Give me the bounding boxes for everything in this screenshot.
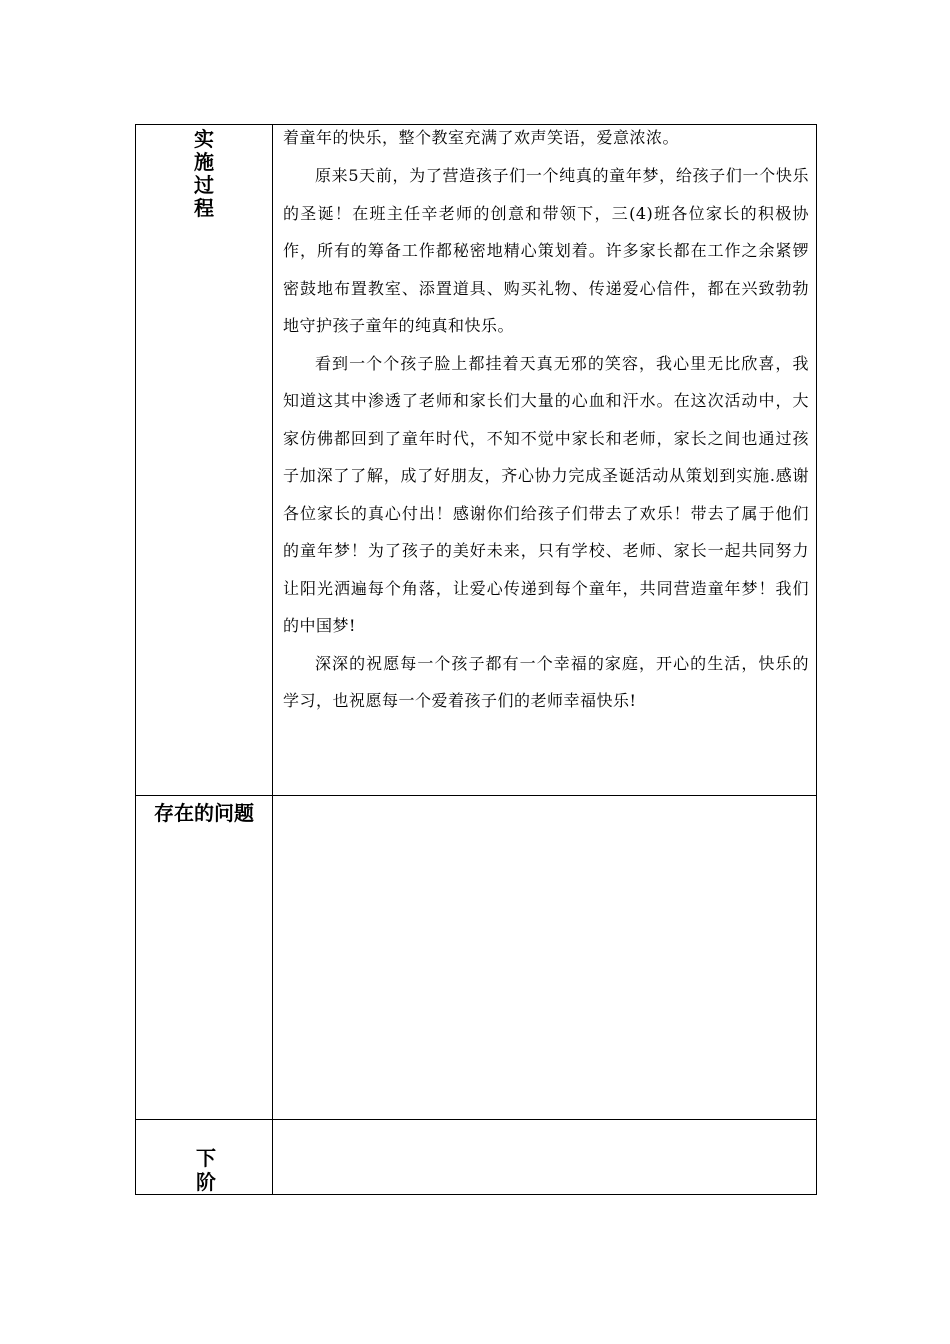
issues-content-cell <box>273 796 817 1120</box>
next-stage-label-cell <box>136 1120 273 1195</box>
report-table <box>135 124 817 1195</box>
process-paragraph: 着童年的快乐，整个教室充满了欢声笑语，爱意浓浓。 <box>283 128 680 147</box>
issues-row <box>136 796 817 1120</box>
process-label-char: 施 <box>194 150 214 174</box>
process-paragraph: 深深的祝愿每一个孩子都有一个幸福的家庭，开心的生活，快乐的学习，也祝愿每一个爱着孩子们的老师幸福快乐! <box>283 653 809 710</box>
next-stage-row <box>136 1120 817 1195</box>
process-row <box>136 125 817 796</box>
process-paragraph: 看到一个个孩子脸上都挂着天真无邪的笑容，我心里无比欣喜，我知道这其中渗透了老师和家长们大量的心血和汗水。在这次活动中，大家仿佛都回到了童年时代，不知不觉中家长和老师，家长之间也通过孩子加深了了解，成了好朋友，齐心协力完成圣诞活动从策划到实施.感谢各位家长的真心付出！感谢你们给孩子们带去了欢乐！带去了属于他们的童年梦！为了孩子的美好未来，只有学校、老师、家长一起共同努力让阳光洒遍每个角落，让爱心传递到每个童年，共同营造童年梦！我们的中国梦! <box>283 353 809 635</box>
process-paragraph: 原来5天前，为了营造孩子们一个纯真的童年梦，给孩子们一个快乐的圣诞！在班主任辛老师的创意和带领下，三(4)班各位家长的积极协作，所有的筹备工作都秘密地精心策划着。许多家长都在工作之余紧锣密鼓地布置教室、添置道具、购买礼物、传递爱心信件，都在兴致勃勃地守护孩子童年的纯真和快乐。 <box>283 166 809 335</box>
process-label-char: 实 <box>194 127 214 151</box>
process-label-char: 程 <box>194 196 214 220</box>
next-stage-label-char: 下 <box>196 1146 216 1170</box>
next-stage-label-char: 阶 <box>196 1170 216 1194</box>
issues-label: 存在的问题 <box>154 801 254 825</box>
next-stage-label <box>138 1120 273 1194</box>
issues-label-cell <box>136 796 273 1120</box>
next-stage-content-cell <box>273 1120 817 1195</box>
process-label-char: 过 <box>194 173 214 197</box>
process-label <box>136 125 272 220</box>
process-content-cell <box>273 125 817 796</box>
process-label-cell <box>136 125 273 796</box>
